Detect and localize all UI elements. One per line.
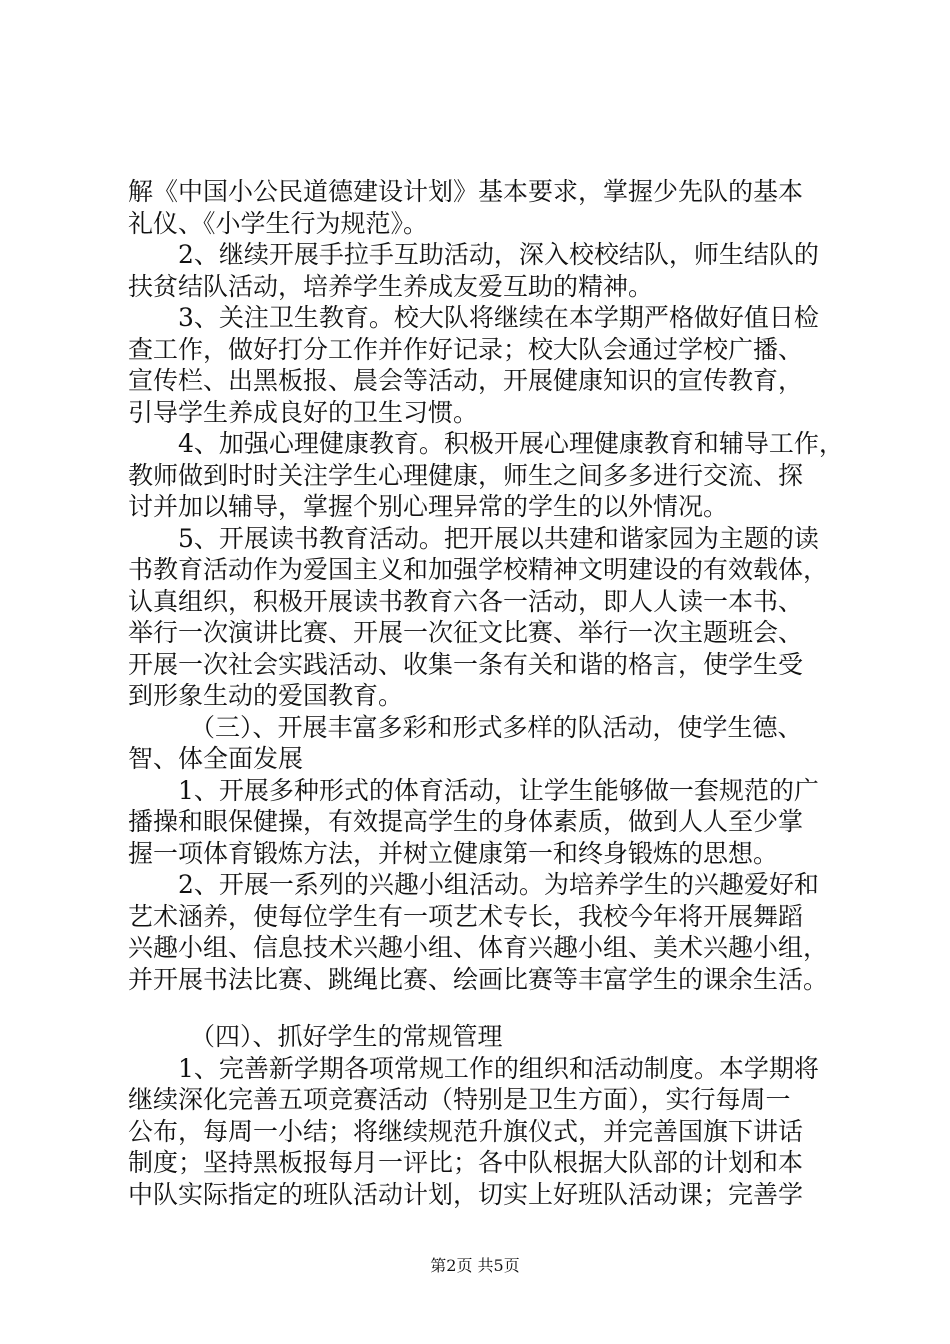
- page-number-footer: 第2页 共5页: [430, 1256, 520, 1275]
- text-line: 并开展书法比赛、跳绳比赛、绘画比赛等丰富学生的课余生活。: [128, 964, 829, 994]
- paragraph-start-line: 1、开展多种形式的体育活动，让学生能够做一套规范的广: [178, 775, 819, 805]
- paragraph-start-line: 3、关注卫生教育。校大队将继续在本学期严格做好值日检: [178, 303, 819, 332]
- text-line: 扶贫结队活动，培养学生养成友爱互助的精神。: [128, 271, 654, 301]
- text-line: 制度；坚持黑板报每月一评比；各中队根据大队部的计划和本: [128, 1148, 804, 1177]
- document-body: [128, 176, 848, 1210]
- text-line: 宣传栏、出黑板报、晨会等活动，开展健康知识的宣传教育，: [128, 366, 804, 395]
- text-line: 到形象生动的爱国教育。: [128, 681, 404, 710]
- paragraph-start-line: 4、加强心理健康教育。积极开展心理健康教育和辅导工作，: [178, 429, 844, 458]
- text-line: 礼仪、《小学生行为规范》。: [128, 208, 429, 238]
- text-line: 握一项体育锻炼方法，并树立健康第一和终身锻炼的思想。: [128, 838, 779, 868]
- section-heading: （四）、抓好学生的常规管理: [190, 1022, 503, 1051]
- text-line: 公布，每周一小结；将继续规范升旗仪式，并完善国旗下讲话: [128, 1116, 804, 1146]
- text-line: 播操和眼保健操，有效提高学生的身体素质，做到人人至少掌: [128, 807, 804, 836]
- text-line: 引导学生养成良好的卫生习惯。: [128, 397, 479, 427]
- text-line: 解《中国小公民道德建设计划》基本要求，掌握少先队的基本: [128, 177, 804, 206]
- text-line: 继续深化完善五项竞赛活动（特别是卫生方面），实行每周一: [128, 1085, 791, 1114]
- text-line: 艺术涵养，使每位学生有一项艺术专长，我校今年将开展舞蹈: [128, 901, 804, 931]
- paragraph-start-line: 2、开展一系列的兴趣小组活动。为培养学生的兴趣爱好和: [178, 870, 819, 899]
- text-line: 书教育活动作为爱国主义和加强学校精神文明建设的有效载体，: [128, 555, 829, 584]
- text-line: 查工作，做好打分工作并作好记录；校大队会通过学校广播、: [128, 334, 804, 364]
- text-line: 中队实际指定的班队活动计划，切实上好班队活动课；完善学: [128, 1179, 804, 1209]
- paragraph-start-line: 5、开展读书教育活动。把开展以共建和谐家园为主题的读: [178, 523, 819, 553]
- section-heading-continued: 智、体全面发展: [128, 744, 304, 773]
- paragraph-gap: [128, 995, 848, 1021]
- text-line: 兴趣小组、信息技术兴趣小组、体育兴趣小组、美术兴趣小组，: [128, 933, 829, 962]
- text-line: 开展一次社会实践活动、收集一条有关和谐的格言，使学生受: [128, 649, 804, 679]
- text-line: 举行一次演讲比赛、开展一次征文比赛、举行一次主题班会、: [128, 618, 804, 647]
- text-line: 讨并加以辅导，掌握个别心理异常的学生的以外情况。: [128, 492, 729, 521]
- section-heading: （三）、开展丰富多彩和形式多样的队活动，使学生德、: [190, 712, 803, 742]
- paragraph-start-line: 2、继续开展手拉手互助活动，深入校校结队，师生结队的: [178, 240, 819, 269]
- paragraph-start-line: 1、完善新学期各项常规工作的组织和活动制度。本学期将: [178, 1053, 819, 1083]
- text-line: 认真组织，积极开展读书教育六各一活动，即人人读一本书、: [128, 586, 804, 616]
- text-line: 教师做到时时关注学生心理健康，师生之间多多进行交流、探: [128, 460, 804, 490]
